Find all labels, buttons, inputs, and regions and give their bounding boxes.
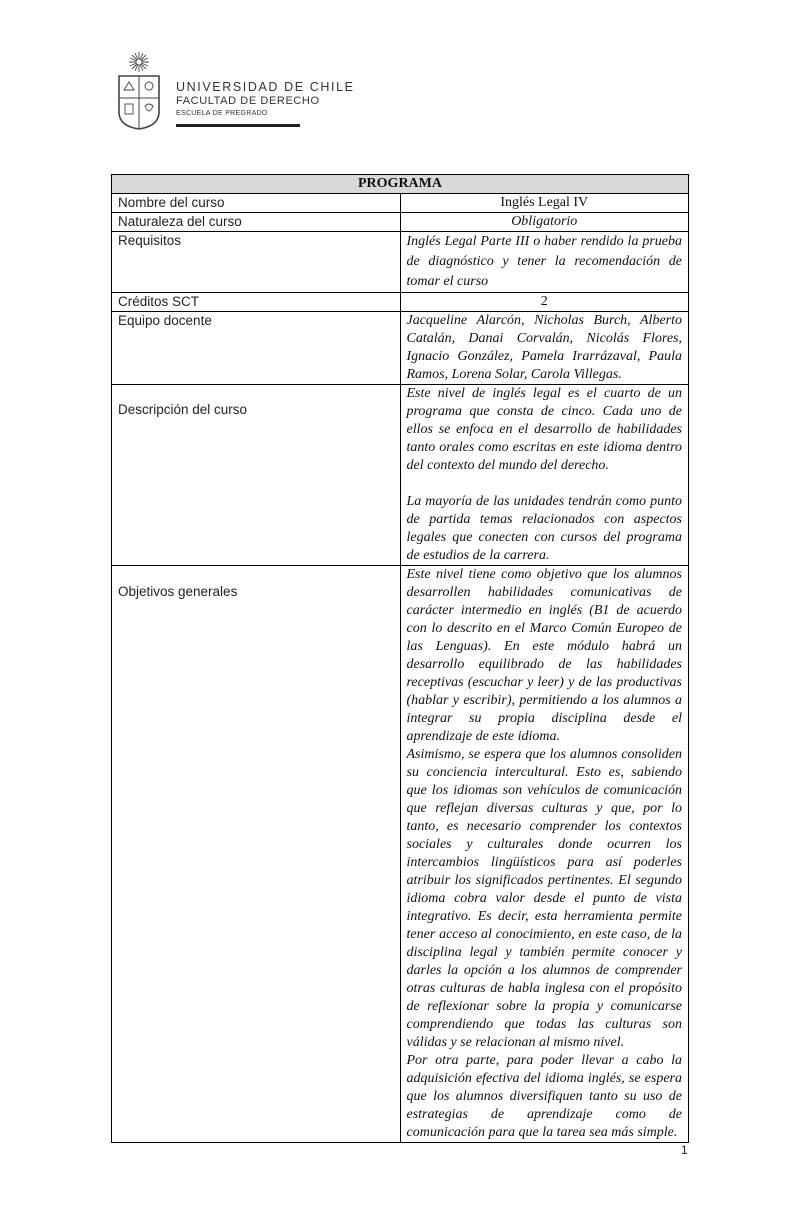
row-requirements xyxy=(112,232,689,293)
table-header-row xyxy=(112,175,689,194)
value-course-nature: Obligatorio xyxy=(400,213,689,232)
row-credits xyxy=(112,293,689,312)
value-general-objectives xyxy=(400,566,689,1143)
page-number: 1 xyxy=(681,1143,688,1157)
label-course-description: Descripción del curso xyxy=(112,385,401,566)
objectives-paragraph: Este nivel tiene como objetivo que los alumnos desarrollen habilidades comunicativas de carácter intermedio en inglés (B1 de acuerdo con lo descrito en el Marco Común Europeo de las Lenguas). En este módulo habrá un desarrollo equilibrado de las habilidades receptivas (escuchar y leer) y de las productivas (hablar y escribir), permitiendo a los alumnos a integrar su propia disciplina desde el aprendizaje de este idioma. xyxy=(406,567,682,744)
row-general-objectives xyxy=(112,566,689,1143)
header-divider xyxy=(176,124,300,127)
program-table xyxy=(111,174,689,1143)
university-seal-logo xyxy=(116,50,162,130)
label-teaching-team: Equipo docente xyxy=(112,312,401,385)
row-teaching-team xyxy=(112,312,689,385)
label-requirements: Requisitos xyxy=(112,232,401,293)
description-paragraph: La mayoría de las unidades tendrán como punto de partida temas relacionados con aspectos legales que conecten con cursos del programa de estudios de la carrera. xyxy=(406,494,682,563)
value-requirements: Inglés Legal Parte III o haber rendido la prueba de diagnóstico y tener la recomendación de tomar el curso xyxy=(400,232,689,293)
label-course-nature: Naturaleza del curso xyxy=(112,213,401,232)
objectives-paragraph: Asimismo, se espera que los alumnos consoliden su conciencia intercultural. Esto es, sabiendo que los idiomas son vehículos de comunicación que reflejan diversas culturas y que, por lo tanto, es necesario comprender los contextos sociales y culturales donde ocurren los intercambios lingüísticos para así poderles atribuir los significados pertinentes. El segundo idioma cobra valor desde el punto de vista integrativo. Es decir, esta herramienta permite tener acceso al conocimiento, en este caso, de la disciplina legal y también permite conocer y darles la opción a los alumnos de comprender otras culturas de habla inglesa con el propósito de reflexionar sobre la propia y comunicarse comprendiendo que todas las culturas son válidas y se relacionan al mismo nivel. xyxy=(406,747,682,1050)
row-course-name xyxy=(112,194,689,213)
value-course-name: Inglés Legal IV xyxy=(400,194,689,213)
row-course-description xyxy=(112,385,689,566)
faculty-name: FACULTAD DE DERECHO xyxy=(176,95,320,107)
institution-header xyxy=(116,50,356,130)
row-course-nature xyxy=(112,213,689,232)
description-paragraph: Este nivel de inglés legal es el cuarto de un programa que consta de cinco. Cada uno de ellos se enfoca en el desarrollo de habilidades tanto orales como escritas en este idioma dentro del contexto del mundo del derecho. xyxy=(406,386,682,473)
university-name: UNIVERSIDAD DE CHILE xyxy=(176,80,355,94)
value-credits: 2 xyxy=(400,293,689,312)
label-course-name: Nombre del curso xyxy=(112,194,401,213)
objectives-paragraph: Por otra parte, para poder llevar a cabo la adquisición efectiva del idioma inglés, se espera que los alumnos diversifiquen tanto su uso de estrategias de aprendizaje como de comunicación para que la tarea sea más simple. xyxy=(406,1053,682,1140)
value-course-description xyxy=(400,385,689,566)
school-name: ESCUELA DE PREGRADO xyxy=(176,110,268,117)
label-general-objectives: Objetivos generales xyxy=(112,566,401,1143)
label-credits: Créditos SCT xyxy=(112,293,401,312)
value-teaching-team: Jacqueline Alarcón, Nicholas Burch, Alberto Catalán, Danai Corvalán, Nicolás Flores, Ignacio González, Pamela Irarrázaval, Paula Ramos, Lorena Solar, Carola Villegas. xyxy=(400,312,689,385)
program-title: PROGRAMA xyxy=(112,175,689,194)
